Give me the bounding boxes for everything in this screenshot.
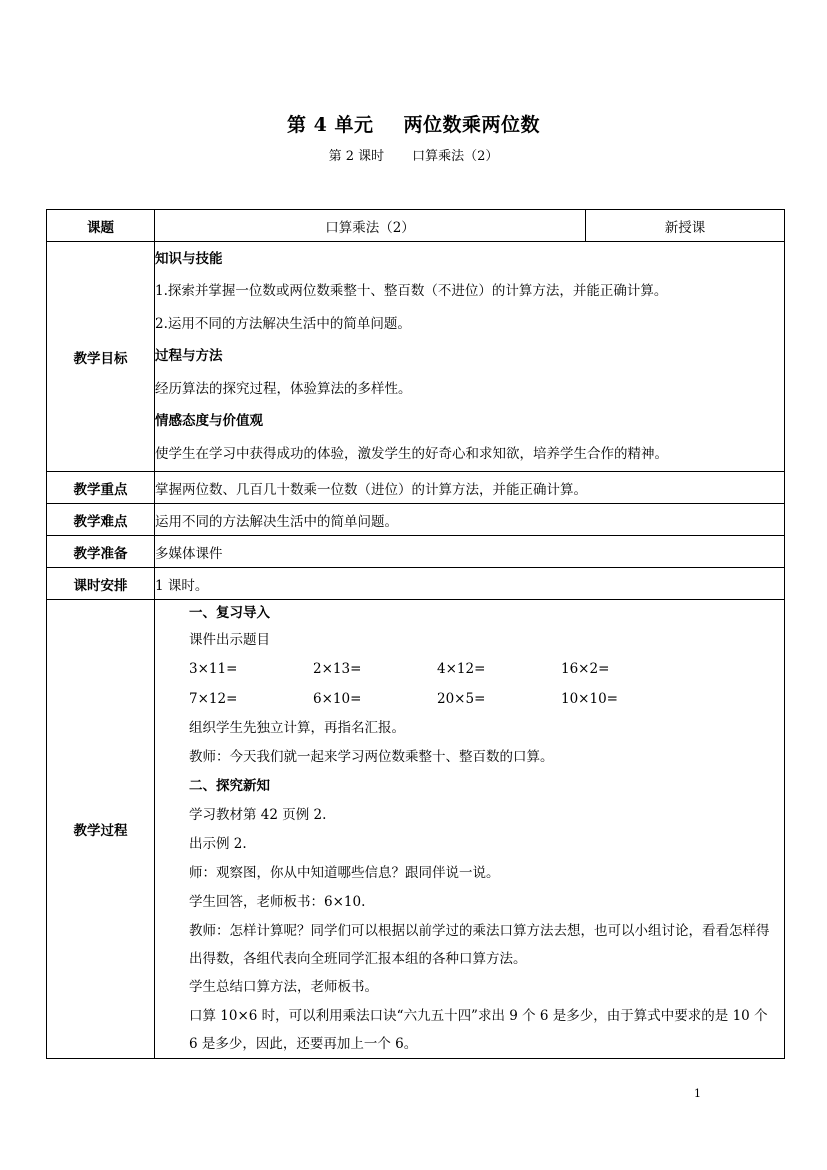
- unit-name: 两位数乘两位数: [403, 114, 540, 136]
- process-row: [47, 600, 785, 1059]
- page-number: 1: [694, 1087, 701, 1100]
- process-paragraph: 教师：今天我们就一起来学习两位数乘整十、整百数的口算。: [189, 749, 554, 765]
- key-point-value: 掌握两位数、几百几十数乘一位数（进位）的计算方法，并能正确计算。: [155, 472, 785, 504]
- goals-heading-knowledge: 知识与技能: [155, 250, 223, 267]
- process-section-review: 一、复习导入: [189, 605, 270, 621]
- unit-title: [0, 110, 827, 137]
- calc-row-2: [189, 685, 778, 715]
- calc-item: 3×11=: [189, 661, 238, 677]
- topic-row: [47, 210, 785, 242]
- preparation-row: [47, 536, 785, 568]
- goals-content: [155, 242, 785, 472]
- goals-heading-attitude: 情感态度与价值观: [155, 413, 263, 430]
- preparation-value: 多媒体课件: [155, 536, 785, 568]
- calc-row-1: [189, 655, 778, 685]
- unit-number: 第 4 单元: [287, 114, 374, 136]
- process-paragraph: 学生回答，老师板书：6×10.: [189, 894, 366, 910]
- goal-item: 1.探索并掌握一位数或两位数乘整十、整百数（不进位）的计算方法，并能正确计算。: [155, 283, 668, 300]
- process-paragraph: 组织学生先独立计算，再指名汇报。: [189, 720, 405, 736]
- goal-item: 2.运用不同的方法解决生活中的简单问题。: [155, 315, 411, 332]
- process-paragraph: 学习教材第 42 页例 2.: [189, 807, 327, 823]
- process-paragraph: 学生总结口算方法，老师板书。: [189, 979, 378, 995]
- calc-item: 6×10=: [313, 690, 362, 707]
- goals-label: 教学目标: [47, 242, 155, 472]
- difficulty-row: [47, 504, 785, 536]
- lesson-plan-table: [46, 209, 785, 1059]
- process-paragraph: 师：观察图，你从中知道哪些信息？跟同伴说一说。: [189, 865, 500, 881]
- lesson-type: 新授课: [586, 210, 785, 242]
- lesson-name: 口算乘法（2）: [412, 149, 499, 164]
- goal-item: 经历算法的探究过程，体验算法的多样性。: [155, 380, 412, 397]
- calc-item: 2×13=: [313, 661, 362, 677]
- difficulty-value: 运用不同的方法解决生活中的简单问题。: [155, 504, 785, 536]
- topic-label: 课题: [47, 210, 155, 242]
- schedule-row: [47, 568, 785, 600]
- calc-item: 16×2=: [561, 661, 610, 677]
- process-section-explore: 二、探究新知: [189, 778, 270, 794]
- process-label: 教学过程: [47, 600, 155, 1059]
- schedule-value: 1 课时。: [155, 568, 785, 600]
- process-paragraph: 出示例 2.: [189, 836, 247, 852]
- process-paragraph: 口算 10×6 时，可以利用乘法口诀“六九五十四”求出 9 个 6 是多少，由于算式中要求的是 10 个 6 是多少，因此，还要再加上一个 6。: [189, 1008, 768, 1052]
- key-point-row: [47, 472, 785, 504]
- process-paragraph: 课件出示题目: [189, 632, 270, 648]
- process-paragraph: 教师：怎样计算呢？同学们可以根据以前学过的乘法口算方法去想，也可以小组讨论，看看怎样得出得数，各组代表向全班同学汇报本组的各种口算方法。: [189, 923, 770, 967]
- goals-heading-process: 过程与方法: [155, 348, 223, 365]
- schedule-label: 课时安排: [47, 568, 155, 600]
- lesson-subtitle: [0, 145, 827, 164]
- calc-item: 20×5=: [437, 690, 486, 707]
- goals-row: [47, 242, 785, 472]
- key-point-label: 教学重点: [47, 472, 155, 504]
- difficulty-label: 教学难点: [47, 504, 155, 536]
- calc-item: 7×12=: [189, 690, 238, 707]
- topic-value: 口算乘法（2）: [155, 210, 586, 242]
- process-content: [155, 600, 785, 1059]
- preparation-label: 教学准备: [47, 536, 155, 568]
- lesson-number: 第 2 课时: [328, 149, 385, 164]
- goal-item: 使学生在学习中获得成功的体验，激发学生的好奇心和求知欲，培养学生合作的精神。: [155, 445, 668, 462]
- calc-item: 4×12=: [437, 661, 486, 677]
- calc-item: 10×10=: [561, 690, 618, 707]
